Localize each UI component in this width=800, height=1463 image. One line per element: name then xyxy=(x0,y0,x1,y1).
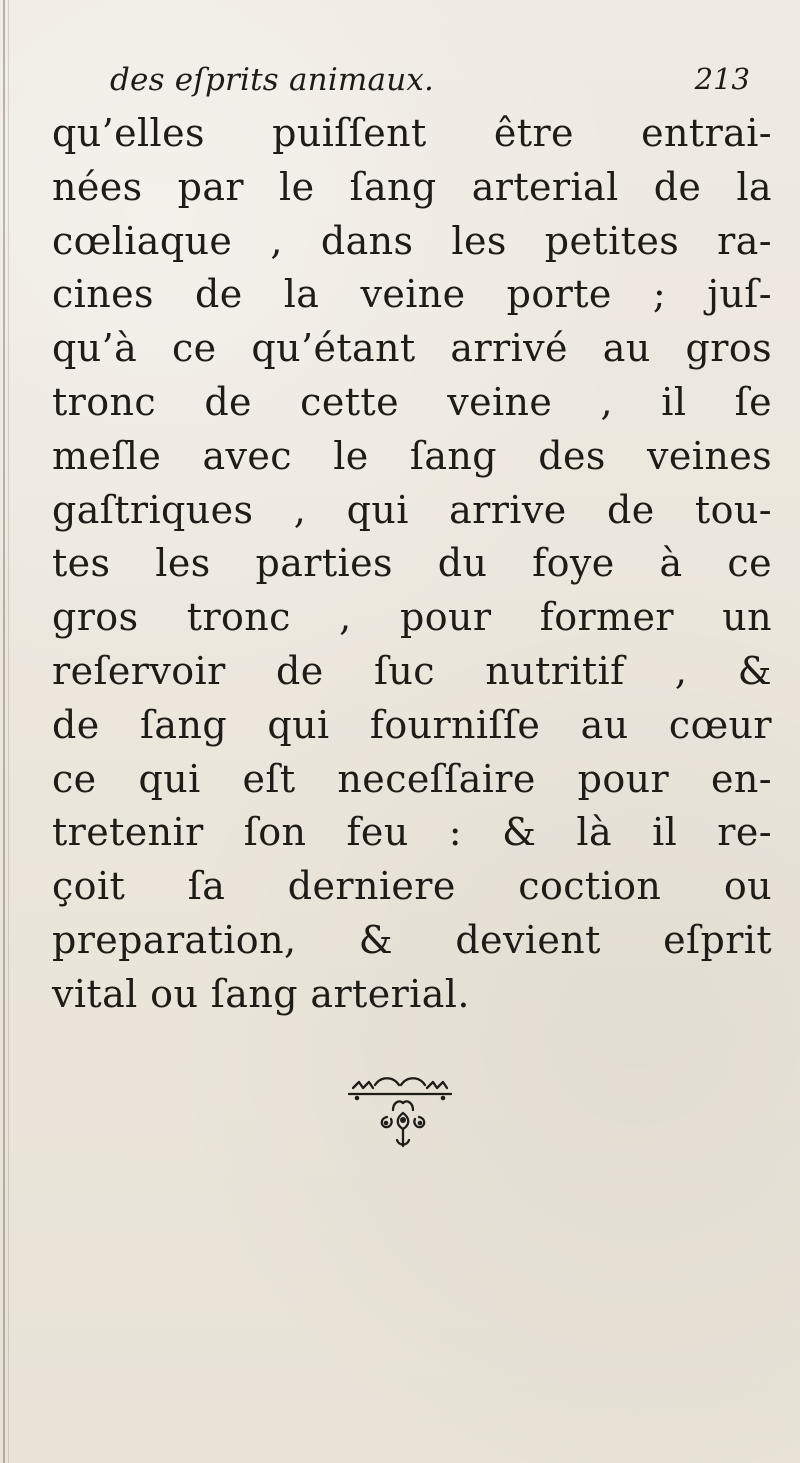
text-line-13: ce qui eſt neceſſaire pour en- xyxy=(52,756,772,801)
text-line-15: çoit ſa derniere coction ou xyxy=(52,864,772,909)
text-line-14: tretenir ſon feu : & là il re- xyxy=(52,810,772,855)
text-line-5: qu’à ce qu’étant arrivé au gros xyxy=(52,326,772,371)
text-line-3: cœliaque , dans les petites ra- xyxy=(52,218,772,263)
text-line-12: de ſang qui fourniſſe au cœur xyxy=(52,702,772,747)
text-line-7: meſle avec le ſang des veines xyxy=(52,433,772,478)
running-head: des eſprits animaux. xyxy=(110,62,435,98)
page-number: 213 xyxy=(694,62,750,96)
text-line-6: tronc de cette veine , il ſe xyxy=(52,379,772,424)
text-line-1: qu’elles puiſſent être entrai- xyxy=(52,111,772,155)
text-line-8: gaſtriques , qui arrive de tou- xyxy=(52,487,772,532)
text-line-4: cines de la veine porte ; juſ- xyxy=(52,272,772,317)
binding-edge-secondary xyxy=(8,0,9,1463)
text-line-10: gros tronc , pour former un xyxy=(52,595,772,640)
text-line-2: nées par le ſang arterial de la xyxy=(52,164,772,209)
text-line-9: tes les parties du foye à ce xyxy=(52,541,772,586)
fleuron-ornament-icon xyxy=(0,1070,800,1160)
text-line-17: vital ou ſang arterial. xyxy=(52,971,470,1016)
binding-edge xyxy=(3,0,5,1463)
text-line-16: preparation, & devient eſprit xyxy=(52,917,772,962)
page-header xyxy=(100,62,760,112)
text-line-11: reſervoir de ſuc nutritif , & xyxy=(52,648,772,693)
body-text xyxy=(52,107,772,1022)
